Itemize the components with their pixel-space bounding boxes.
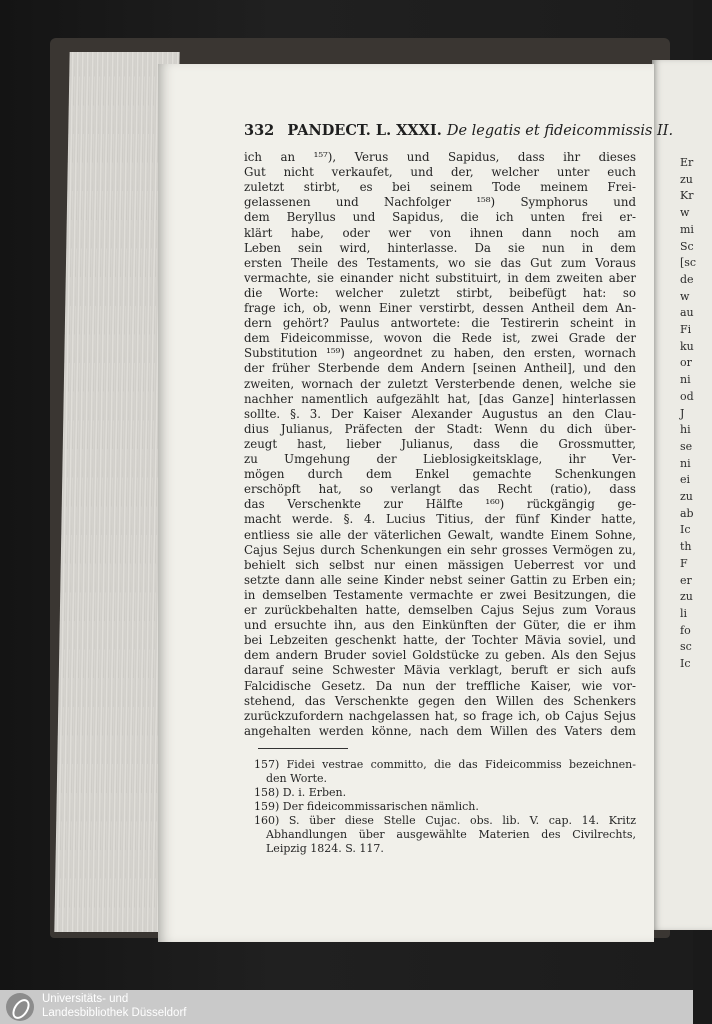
- right-page-fragment: hi: [680, 423, 691, 437]
- text-line: zeugt hast, lieber Julianus, dass die Grossmutter,: [244, 436, 636, 451]
- right-page-fragment: Er: [680, 156, 694, 169]
- right-page-fragment: se: [680, 439, 693, 453]
- right-page-fragment: mi: [680, 222, 694, 236]
- text-line: Falcidische Gesetz. Da nun der treffliche Kaiser, wie vor-: [244, 678, 636, 693]
- text-line: dius Julianus, Präfecten der Stadt: Wenn du dich über-: [244, 421, 636, 436]
- text-line: vermachte, sie einander nicht substituirt, in dem zweiten aber: [244, 270, 636, 285]
- right-page-fragment: ab: [680, 506, 694, 520]
- text-line: er zurückbehalten hatte, demselben Cajus Sejus zum Voraus: [244, 603, 636, 617]
- right-page-fragment: er: [680, 573, 692, 587]
- text-line: macht werde. §. 4. Lucius Titius, der fünf Kinder hatte,: [244, 512, 636, 527]
- footnote-line: Leipzig 1824. S. 117.: [266, 842, 384, 855]
- text-line: stehend, das Verschenkte gegen den Willen des Schenkers: [244, 693, 636, 708]
- footnote-line: 159) Der fideicommissarischen nämlich.: [254, 800, 479, 813]
- footnote-line: 157) Fidei vestrae committo, die das Fideicommiss bezeichnen-: [254, 758, 636, 771]
- library-name-line1: Universitäts- und: [42, 993, 129, 1005]
- right-page-fragment: Fi: [680, 323, 692, 336]
- text-line: dem Beryllus und Sapidus, die ich unten frei er-: [244, 210, 636, 225]
- text-line: mögen durch dem Enkel gemachte Schenkungen: [244, 467, 636, 482]
- right-page-fragment: li: [680, 606, 688, 620]
- footnote-rule: [258, 748, 348, 749]
- text-line: in demselben Testamente vermachte er zwei Besitzungen, die: [244, 587, 636, 602]
- running-title: PANDECT. L. XXXI.: [287, 122, 442, 139]
- text-line: setzte dann alle seine Kinder nebst seiner Gattin zu Erben ein;: [244, 572, 636, 587]
- right-page-fragment: ei: [680, 473, 691, 487]
- text-line: frage ich, ob, wenn Einer verstirbt, dessen Antheil dem An-: [244, 301, 636, 315]
- footnote-line: 158) D. i. Erben.: [254, 786, 347, 799]
- text-line: entliess sie alle der väterlichen Gewalt, wandte Einem Sohne,: [244, 527, 636, 542]
- text-line: gelassenen und Nachfolger ¹⁵⁸) Symphorus und: [244, 195, 636, 210]
- text-line: dem Fideicommisse, wovon die Rede ist, zwei Grade der: [244, 331, 636, 346]
- text-line: angehalten werden könne, nach dem Willen des Vaters dem: [244, 723, 636, 738]
- right-page-fragment: ni: [680, 373, 691, 387]
- text-line: Leben sein wird, hinterlasse. Da sie nun in dem: [244, 240, 636, 255]
- text-line: erschöpft hat, so verlangt das Recht (ratio), dass: [244, 482, 636, 497]
- text-line: ersten Theile des Testaments, wo sie das Gut zum Voraus: [244, 255, 636, 270]
- library-footer: [0, 990, 693, 1024]
- right-page-fragment: zu: [680, 590, 693, 604]
- right-page-fragment: th: [680, 540, 692, 554]
- text-line: das Verschenkte zur Hälfte ¹⁶⁰) rückgängig ge-: [244, 497, 636, 512]
- right-page-fragment: ku: [680, 339, 694, 353]
- text-line: behielt sich selbst nur einen mässigen Ueberrest vor und: [244, 557, 636, 572]
- text-line: dem andern Bruder soviel Goldstücke zu geben. Als den Sejus: [244, 648, 636, 663]
- library-name-line2: Landesbibliothek Düsseldorf: [42, 1007, 187, 1019]
- text-line: klärt habe, oder wer von ihnen dann noch am: [244, 225, 636, 240]
- text-line: dern gehört? Paulus antwortete: die Testirerin scheint in: [244, 316, 636, 331]
- footnote-line: Abhandlungen über ausgewählte Materien des Civilrechts,: [266, 828, 636, 841]
- right-page-fragment: Ic: [680, 523, 691, 537]
- text-line: darauf seine Schwester Mävia verklagt, beruft er sich aufs: [244, 663, 636, 678]
- right-page-fragment: zu: [680, 172, 693, 186]
- running-title-italic: De legatis et fideicommissis II.: [446, 123, 674, 139]
- right-page-fragment: au: [680, 306, 694, 320]
- text-line: sollte. §. 3. Der Kaiser Alexander Augustus an den Clau-: [244, 406, 636, 421]
- text-line: zuletzt stirbt, es bei seinem Tode meinem Frei-: [244, 180, 636, 195]
- text-line: zurückzufordern nachgelassen hat, so frage ich, ob Cajus Sejus: [244, 708, 636, 723]
- text-line: bei Lebzeiten geschenkt hatte, der Tochter Mävia soviel, und: [244, 633, 636, 648]
- right-page-fragment: ni: [680, 456, 691, 470]
- text-line: nachher namentlich aufgezählt hat, [das Ganze] hinterlassen: [244, 391, 636, 406]
- footnote-line: den Worte.: [266, 772, 327, 785]
- text-line: zu Umgehung der Lieblosigkeitsklage, ihr Ver-: [244, 452, 636, 466]
- right-page-fragment: Sc: [680, 239, 694, 253]
- right-page-fragment: w: [680, 206, 690, 220]
- library-logo-icon: [6, 993, 34, 1021]
- right-page-fragment: [sc: [680, 256, 697, 270]
- right-page-fragment: Kr: [680, 189, 694, 203]
- footnote-line: 160) S. über diese Stelle Cujac. obs. lib. V. cap. 14. Kritz: [254, 814, 636, 827]
- right-page-fragment: fo: [680, 623, 691, 637]
- text-line: ich an ¹⁵⁷), Verus und Sapidus, dass ihr dieses: [244, 150, 636, 164]
- right-page-fragment: zu: [680, 490, 693, 503]
- text-line: der früher Sterbende dem Andern [seinen Antheil], und den: [244, 361, 636, 376]
- right-page-fragment: w: [680, 289, 690, 303]
- text-line: Gut nicht verkaufet, und der, welcher unter euch: [244, 165, 636, 180]
- right-page-fragment: F: [680, 556, 688, 570]
- text-line: zweiten, wornach der zuletzt Versterbende denen, welche sie: [244, 376, 636, 391]
- right-page-fragment: or: [680, 356, 692, 370]
- right-page-fragment: de: [680, 272, 694, 286]
- page-number: 332: [244, 122, 275, 139]
- running-header: [244, 122, 673, 139]
- right-page-fragment: J: [680, 406, 685, 420]
- right-page-fragment: Ic: [680, 657, 691, 670]
- text-line: Substitution ¹⁵⁹) angeordnet zu haben, den ersten, wornach: [244, 346, 636, 361]
- right-page-fragment: sc: [680, 640, 692, 654]
- text-line: Cajus Sejus durch Schenkungen ein sehr grosses Vermögen zu,: [244, 542, 636, 557]
- right-page: [652, 60, 712, 930]
- right-page-fragment: od: [680, 389, 694, 403]
- text-line: und ersuchte ihn, aus den Einkünften der Güter, die er ihm: [244, 618, 636, 633]
- text-line: die Worte: welcher zuletzt stirbt, beibefügt hat: so: [244, 285, 636, 300]
